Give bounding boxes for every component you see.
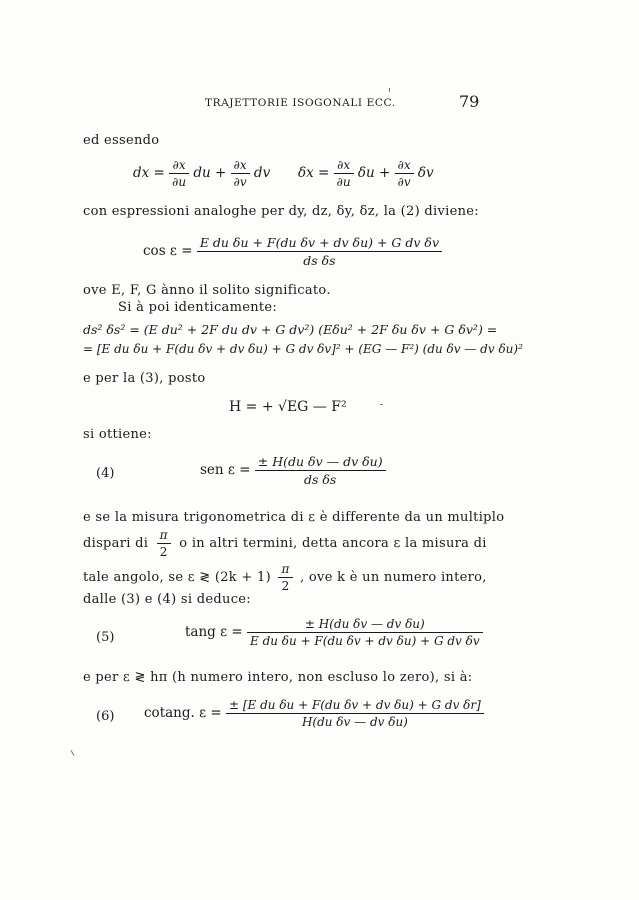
eq-dx-frac-1-den: ∂u: [172, 175, 187, 189]
equation-6-number: (6): [96, 709, 115, 724]
equation-4: [200, 454, 386, 487]
text-o-in-altri: o in altri termini, detta ancora ε la misura di: [179, 536, 487, 551]
equation-6: [144, 698, 484, 729]
eq5-lhs: tang ε =: [185, 624, 243, 640]
eq-dx-frac-2-num: ∂x: [231, 158, 250, 174]
eq-dx-frac-2: [231, 158, 250, 189]
text-dispari-di: dispari di: [83, 536, 149, 551]
eq-deltax-frac-2-den: ∂v: [397, 175, 411, 189]
text-misura-line-2: [83, 528, 487, 559]
eq-dx-frac-1-num: ∂x: [169, 158, 189, 174]
text-ove: ove E, F, G ànno il solito significato.: [83, 283, 331, 298]
eq6-fraction: [226, 698, 484, 729]
eq-dx-lhs: dx =: [133, 165, 165, 181]
pi-numerator: π: [157, 528, 171, 544]
fraction-pi-over-2-second: [278, 562, 292, 593]
fraction-pi-over-2: [157, 528, 171, 559]
eq-dx-frac-2-den: ∂v: [233, 175, 247, 189]
text-dalle-3-e-4: dalle (3) e (4) si deduce:: [83, 592, 251, 607]
eq-deltax-frac-2: [395, 158, 414, 189]
page-number: 79: [459, 92, 480, 111]
equation-dx: [133, 158, 270, 189]
eq6-numerator: ± [E du δu + F(du δv + dv δu) + G dv δr]: [226, 698, 484, 714]
eq4-fraction: [255, 454, 386, 487]
print-speck: [389, 88, 390, 92]
eq-deltax-term-1: δu +: [357, 165, 391, 181]
running-title: TRAJETTORIE ISOGONALI ECC.: [205, 97, 396, 109]
equation-5: [185, 617, 483, 648]
eq-cos-denominator: ds δs: [303, 253, 336, 268]
eq-deltax-frac-1: [334, 158, 354, 189]
text-si-a-poi: Si à poi identicamente:: [118, 300, 278, 315]
pi-denominator-second: 2: [281, 579, 290, 593]
eq6-denominator: H(du δv — dv δu): [301, 715, 408, 729]
text-ove-k: , ove k è un numero intero,: [300, 570, 487, 585]
eq-cos-fraction: [197, 235, 442, 268]
equation-identity-line-1: ds² δs² = (E du² + 2F du dv + G dv²) (Eδu² + 2F δu δv + G δv²) =: [83, 322, 498, 337]
eq-cos-numerator: E du δu + F(du δv + dv δu) + G dv δv: [197, 235, 442, 252]
text-e-per-epsilon: e per ε ≷ hπ (h numero intero, non escluso lo zero), si à:: [83, 670, 473, 685]
text-con-espressioni: con espressioni analoghe per dy, dz, δy, δz, la (2) diviene:: [83, 204, 479, 219]
eq4-numerator: ± H(du δv — dv δu): [255, 454, 386, 471]
eq6-lhs: cotang. ε =: [144, 705, 222, 721]
text-tale-angolo: tale angolo, se ε ≷ (2k + 1): [83, 570, 271, 585]
eq-dx-term-2: dv: [253, 165, 271, 181]
eq4-lhs: sen ε =: [200, 462, 251, 478]
equation-delta-x: [298, 158, 434, 189]
eq-deltax-frac-2-num: ∂x: [395, 158, 414, 174]
print-speck: [380, 404, 383, 405]
eq-deltax-term-2: δv: [417, 165, 434, 181]
eq4-denominator: ds δs: [304, 472, 337, 487]
eq5-numerator: ± H(du δv — dv δu): [247, 617, 483, 633]
eq-cos-lhs: cos ε =: [143, 243, 193, 259]
eq-dx-frac-1: [169, 158, 189, 189]
equation-identity-line-2: = [E du δu + F(du δv + dv δu) + G dv δv]² + (EG — F²) (du δv — dv δu)²: [83, 342, 523, 356]
text-misura-line-1: e se la misura trigonometrica di ε è differente da un multiplo: [83, 510, 505, 525]
eq-deltax-frac-1-num: ∂x: [334, 158, 354, 174]
eq-dx-term-1: du +: [193, 165, 227, 181]
equation-4-number: (4): [96, 466, 115, 481]
equation-H: H = + √EG — F²: [229, 399, 347, 415]
text-misura-line-3: [83, 562, 487, 593]
pi-denominator: 2: [159, 545, 168, 559]
pi-numerator-second: π: [278, 562, 292, 578]
equation-cos: [143, 235, 442, 268]
text-ed-essendo: ed essendo: [83, 133, 160, 148]
print-speck: [71, 750, 75, 756]
eq5-fraction: [247, 617, 483, 648]
equation-5-number: (5): [96, 630, 115, 645]
eq5-denominator: E du δu + F(du δv + dv δu) + G dv δv: [250, 634, 480, 648]
text-si-ottiene: si ottiene:: [83, 427, 152, 442]
text-e-per-la-3: e per la (3), posto: [83, 371, 206, 386]
eq-deltax-frac-1-den: ∂u: [336, 175, 351, 189]
eq-deltax-lhs: δx =: [298, 165, 330, 181]
